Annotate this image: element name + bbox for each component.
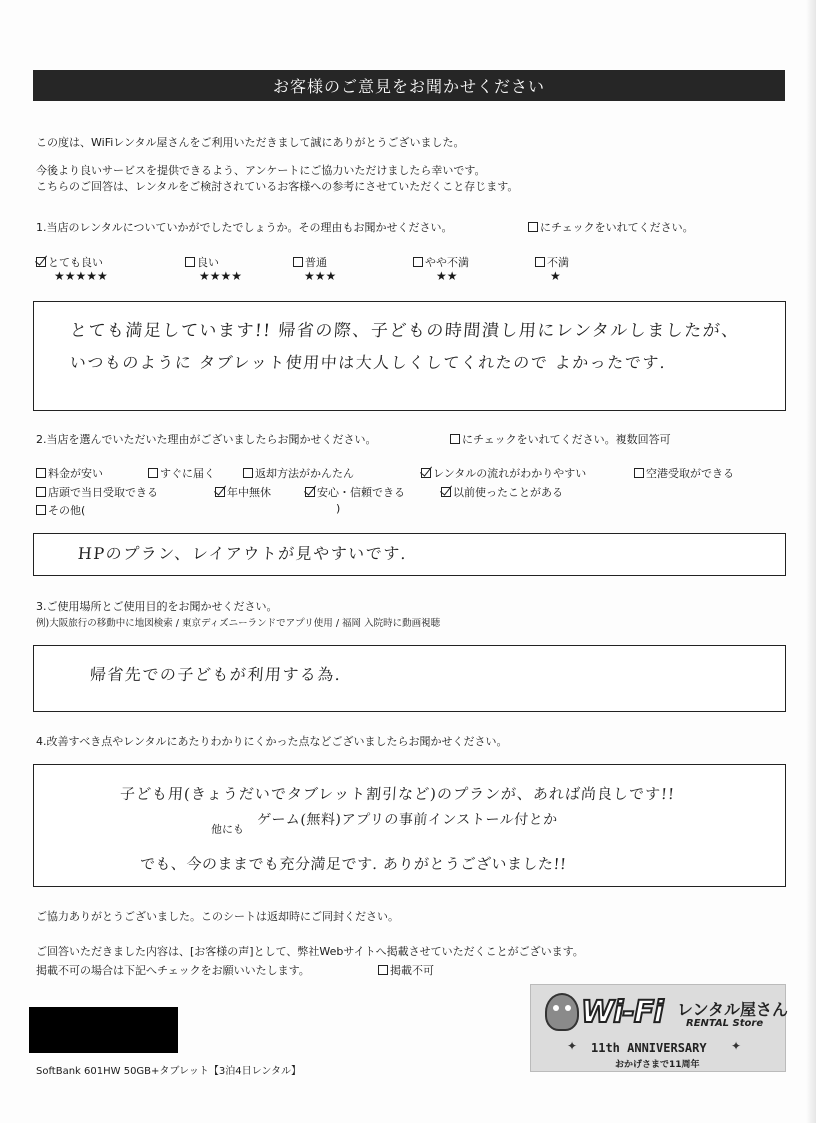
checkbox-icon[interactable] [36, 487, 46, 497]
checkbox-checked-icon[interactable] [305, 487, 315, 497]
q4-question: 4.改善すべき点やレンタルにあたりわかりにくかった点などございましたらお聞かせください。 [36, 735, 508, 748]
q2-option-cheap[interactable] [36, 465, 103, 481]
q1-option-label: 不満 [547, 256, 569, 269]
q1-instruction-text: にチェックをいれてください。 [540, 221, 694, 234]
q1-option-label: 良い [197, 256, 219, 269]
checkbox-icon[interactable] [36, 468, 46, 478]
q2-question: 2.当店を選んでいただいた理由がございましたらお聞かせください。 [36, 433, 377, 446]
logo-thanks-text: おかげさまで11周年 [615, 1060, 700, 1070]
sparkle-icon: ✦ [567, 1039, 578, 1053]
checkbox-checked-icon[interactable] [421, 468, 431, 478]
q2-option-other[interactable] [36, 502, 85, 518]
q3-answer: 帰省先での子どもが利用する為. [89, 665, 343, 684]
brand-logo [530, 984, 786, 1072]
q2-option-label: 店頭で当日受取できる [48, 486, 158, 499]
closing-publish-line-1: ご回答いただきました内容は、[お客様の声]として、弊社Webサイトへ掲載させていただくことがございます。 [36, 945, 584, 958]
q1-stars-4: ★★★★ [199, 269, 243, 283]
q1-question: 1.当店のレンタルについていかがでしたでしょうか。その理由もお聞かせください。 [36, 221, 453, 234]
redacted-block [29, 1007, 178, 1053]
q1-option-unsatisfied[interactable] [535, 254, 569, 270]
logo-anniversary-text: 11th ANNIVERSARY [591, 1041, 707, 1055]
q2-other-label: その他( [48, 504, 86, 517]
q2-option-label: 安心・信頼できる [317, 486, 405, 499]
q2-option-label: 年中無休 [227, 486, 271, 499]
page-edge-shadow [806, 0, 816, 1123]
q2-option-fast-delivery[interactable] [148, 465, 215, 481]
checkbox-icon[interactable] [378, 965, 388, 975]
q1-option-slightly-unsatisfied[interactable] [413, 254, 469, 270]
order-info: SoftBank 601HW 50GB+タブレット【3泊4日レンタル】 [36, 1066, 301, 1077]
q1-stars-5: ★★★★★ [54, 269, 108, 283]
survey-title: お客様のご意見をお聞かせください [33, 70, 785, 101]
checkbox-icon[interactable] [148, 468, 158, 478]
closing-thanks: ご協力ありがとうございました。このシートは返却時にご同封ください。 [36, 910, 399, 923]
mascot-icon [545, 993, 579, 1031]
q4-answer-line-2: ゲーム(無料)アプリの事前インストール付とか [256, 812, 559, 828]
q3-question: 3.ご使用場所とご使用目的をお聞かせください。 [36, 600, 278, 613]
sparkle-icon: ✦ [731, 1039, 742, 1053]
q2-option-open-all-year[interactable] [215, 484, 271, 500]
q2-instruction [450, 431, 671, 447]
q2-option-airport-pickup[interactable] [634, 465, 734, 481]
checkbox-icon[interactable] [243, 468, 253, 478]
checkbox-icon[interactable] [634, 468, 644, 478]
q2-instruction-text: にチェックをいれてください。複数回答可 [462, 433, 671, 446]
q2-option-label: 空港受取ができる [646, 467, 734, 480]
checkbox-icon[interactable] [185, 257, 195, 267]
closing-publish-line-2: 掲載不可の場合は下記へチェックをお願いいたします。 [36, 964, 310, 977]
q1-option-good[interactable] [185, 254, 219, 270]
q1-stars-2: ★★ [436, 269, 458, 283]
q2-option-label: 料金が安い [48, 467, 103, 480]
q2-option-trustworthy[interactable] [305, 484, 405, 500]
checkbox-checked-icon[interactable] [441, 487, 451, 497]
q2-option-label: すぐに届く [160, 467, 215, 480]
q1-instruction [528, 219, 694, 235]
intro-line-3: こちらのご回答は、レンタルをご検討されているお客様への参考にさせていただくこと存じます。 [36, 180, 519, 193]
checkbox-sample-icon [528, 222, 538, 232]
logo-wifi-text: Wi-Fi [581, 995, 663, 1030]
q1-answer-line-2: いつものように タブレット使用中は大人しくしてくれたので よかったです. [69, 353, 668, 372]
q1-option-very-good[interactable] [36, 254, 103, 270]
q1-answer-line-1: とても満足しています!! 帰省の際、子どもの時間潰し用にレンタルしましたが、 [69, 321, 741, 341]
q4-answer-line-1: 子ども用(きょうだいでタブレット割引など)のプランが、あれば尚良しです!! [119, 785, 676, 803]
q1-stars-1: ★ [550, 269, 561, 283]
q2-option-clear-flow[interactable] [421, 465, 586, 481]
checkbox-icon[interactable] [413, 257, 423, 267]
q4-answer-note: 他にも [210, 823, 245, 836]
q2-option-label: 返却方法がかんたん [255, 467, 354, 480]
no-publish-label: 掲載不可 [390, 964, 434, 977]
checkbox-icon[interactable] [293, 257, 303, 267]
q2-option-label: 以前使ったことがある [453, 486, 563, 499]
intro-line-1: この度は、WiFiレンタル屋さんをご利用いただきまして誠にありがとうございました。 [36, 136, 465, 149]
checkbox-icon[interactable] [36, 505, 46, 515]
logo-rental-text: レンタル屋さん [677, 1000, 788, 1019]
q4-answer-line-3: でも、今のままでも充分満足です. ありがとうございました!! [139, 855, 568, 873]
q1-stars-3: ★★★ [304, 269, 337, 283]
checkbox-sample-icon [450, 434, 460, 444]
checkbox-icon[interactable] [535, 257, 545, 267]
q2-option-used-before[interactable] [441, 484, 563, 500]
q1-option-label: やや不満 [425, 256, 469, 269]
q1-option-normal[interactable] [293, 254, 327, 270]
no-publish-option[interactable] [378, 962, 434, 978]
q1-option-label: 普通 [305, 256, 327, 269]
logo-store-text: RENTAL Store [686, 1018, 764, 1029]
intro-line-2: 今後より良いサービスを提供できるよう、アンケートにご協力いただけましたら幸いです。 [36, 164, 486, 177]
checkbox-checked-icon[interactable] [36, 257, 46, 267]
q2-other-close-paren: ) [336, 502, 341, 515]
checkbox-checked-icon[interactable] [215, 487, 225, 497]
q2-option-easy-return[interactable] [243, 465, 354, 481]
q2-option-label: レンタルの流れがわかりやすい [433, 467, 587, 480]
q1-option-label: とても良い [48, 256, 103, 269]
q2-answer: HPのプラン、レイアウトが見やすいです. [77, 544, 408, 563]
q2-option-store-pickup[interactable] [36, 484, 158, 500]
q3-example: 例)大阪旅行の移動中に地図検索 / 東京ディズニーランドでアプリ使用 / 福岡 入院時に動画視聴 [36, 618, 441, 629]
